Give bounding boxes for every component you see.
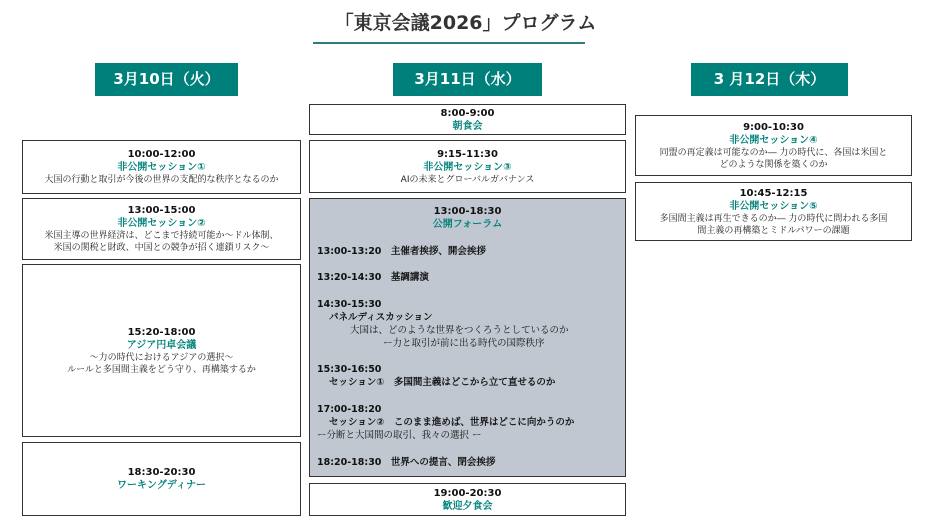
- session-name: 歓迎夕食会: [442, 500, 493, 512]
- session-name: ワーキングディナー: [117, 480, 206, 491]
- forum-item-session1-title: セッション① 多国間主義はどこから立て直せるのか: [329, 377, 556, 388]
- session-name: 非公開セッション⑤: [729, 200, 818, 212]
- session-name: アジア円卓会議: [126, 339, 197, 351]
- forum-item-session1-time: 15:30-16:50: [317, 364, 382, 375]
- session-desc: 同盟の再定義は可能なのか― 力の時代に、各国は米国と: [659, 147, 888, 158]
- forum-item-session2-time: 17:00-18:20: [317, 404, 382, 415]
- session-private-5: [635, 182, 912, 241]
- session-name: 非公開セッション①: [117, 162, 206, 173]
- forum-item-panel-line: 大国は、どのような世界をつくろうとしているのか: [350, 325, 569, 336]
- session-time: 9:00-10:30: [743, 121, 804, 133]
- session-asia-roundtable: [22, 264, 301, 437]
- session-time: 15:20-18:00: [127, 326, 196, 338]
- session-name: 非公開セッション③: [423, 161, 512, 173]
- forum-item-panel-line: ー力と取引が前に出る時代の国際秩序: [383, 338, 545, 349]
- session-desc: 米国主導の世界経済は、どこまで持続可能か～ドル体制、: [44, 231, 279, 241]
- session-desc: 米国の関税と財政、中国との競争が招く連鎖リスク～: [53, 243, 270, 253]
- session-name: 朝食会: [452, 120, 483, 132]
- session-private-4: [635, 115, 912, 176]
- session-private-3: [309, 140, 626, 193]
- forum-item-opening: 13:00-13:20 主催者挨拶、開会挨拶: [317, 246, 486, 257]
- session-time: 8:00-9:00: [440, 107, 495, 119]
- forum-item-keynote: 13:20-14:30 基調講演: [317, 272, 429, 283]
- session-desc: 大国の行動と取引が今後の世界の支配的な秩序となるのか: [44, 175, 279, 185]
- forum-item-session2-line: ー分断と大国間の取引、我々の選択 ー: [317, 430, 482, 441]
- forum-time: 13:00-18:30: [433, 206, 502, 217]
- session-time: 10:00-12:00: [127, 149, 196, 160]
- session-welcome-dinner: [309, 483, 626, 516]
- day-header-mar11: 3月11日（水）: [393, 63, 542, 96]
- day-header-mar12: 3 月12日（木）: [691, 63, 848, 96]
- session-desc: 間主義の再構築とミドルパワーの課題: [697, 225, 850, 236]
- page-title: 「東京会議2026」プログラム: [334, 12, 597, 34]
- session-time: 10:45-12:15: [739, 187, 808, 199]
- day-header-mar10: 3月10日（火）: [95, 63, 238, 96]
- session-time: 13:00-15:00: [127, 205, 196, 216]
- session-private-2: [22, 198, 301, 260]
- session-time: 18:30-20:30: [127, 467, 196, 478]
- session-desc: 多国間主義は再生できるのか― 力の時代に問われる多国: [659, 213, 888, 224]
- public-forum-box: [309, 198, 626, 477]
- session-time: 9:15-11:30: [437, 148, 498, 160]
- session-desc: どのような関係を築くのか: [719, 159, 828, 170]
- session-breakfast: [309, 104, 626, 135]
- session-desc: ～力の時代におけるアジアの選択～: [89, 352, 234, 363]
- session-private-1: [22, 140, 301, 194]
- session-time: 19:00-20:30: [433, 487, 502, 499]
- session-desc: AIの未来とグローバルガバナンス: [400, 174, 535, 185]
- forum-item-session2-title: セッション② このまま進めば、世界はどこに向かうのか: [329, 417, 575, 428]
- forum-item-panel-time: 14:30-15:30: [317, 299, 382, 310]
- session-desc: ルールと多国間主義をどう守り、再構築するか: [67, 364, 256, 375]
- title-underline: [313, 42, 585, 44]
- session-name: 非公開セッション②: [117, 218, 206, 229]
- session-name: 非公開セッション④: [729, 134, 818, 146]
- forum-name: 公開フォーラム: [432, 219, 503, 230]
- forum-item-closing: 18:20-18:30 世界への提言、閉会挨拶: [317, 457, 496, 468]
- forum-item-panel-title: パネルディスカッション: [329, 312, 433, 323]
- session-working-dinner: [22, 442, 301, 516]
